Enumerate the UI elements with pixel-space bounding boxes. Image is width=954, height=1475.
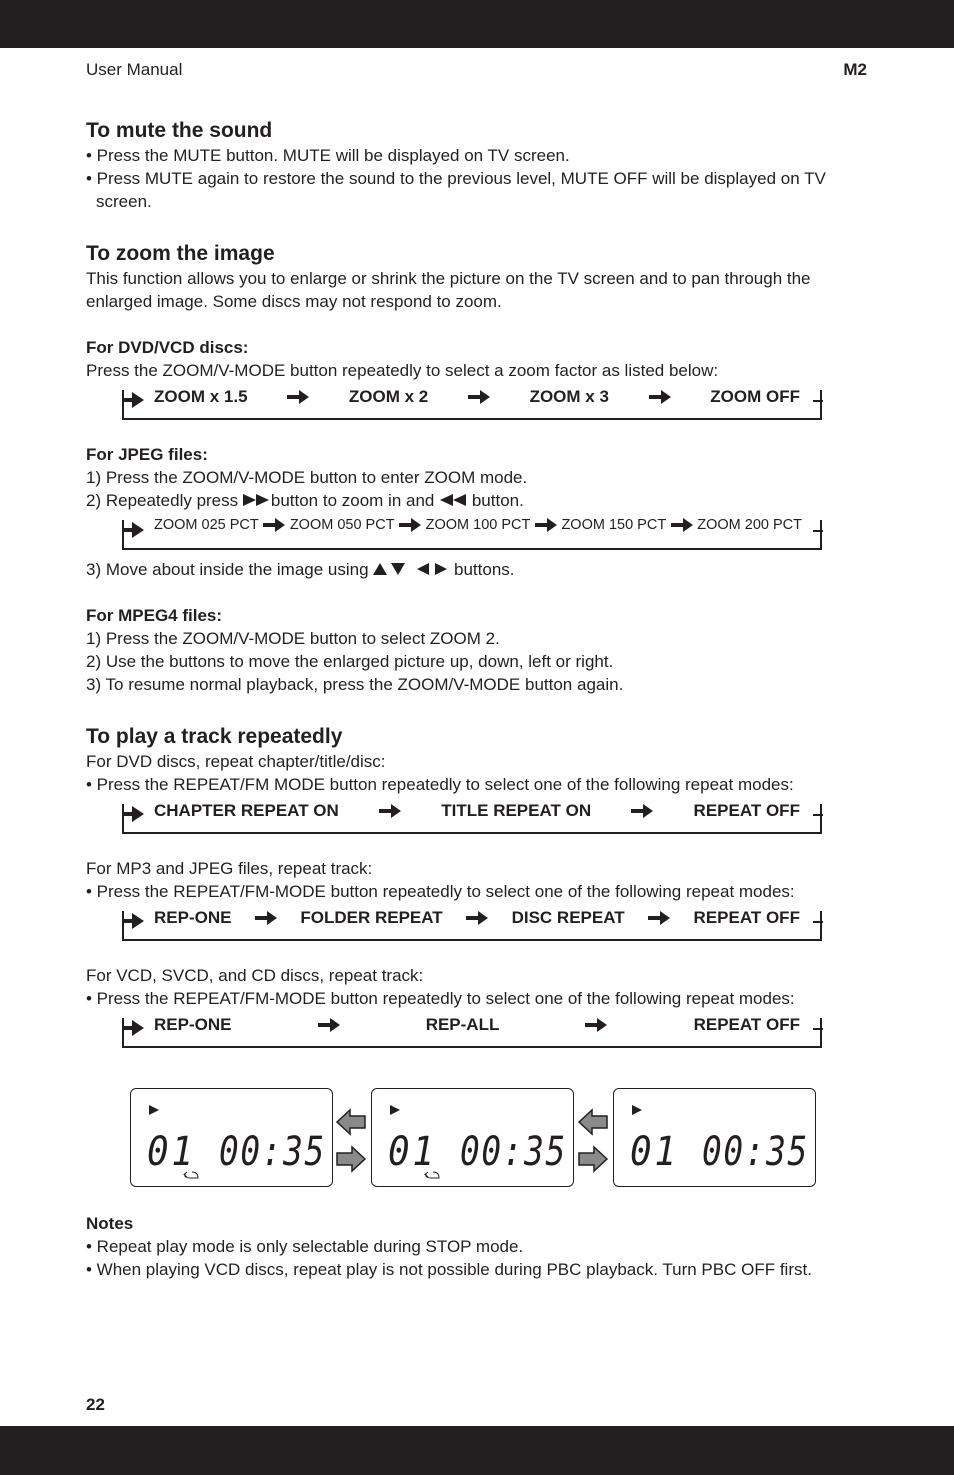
jpeg-step-2 [86,489,876,512]
lcd-track: 01 [630,1129,679,1175]
mp3-repeat-flow [122,908,822,941]
arrow-right-icon [255,911,277,925]
mpeg4-step-2: 2) Use the buttons to move the enlarged picture up, down, left or right. [86,652,614,671]
direction-buttons-icon [373,563,449,575]
mpeg4-zoom-subheading: For MPEG4 files: [86,606,223,625]
play-icon [390,1105,400,1115]
lcd-display-row [130,1088,876,1188]
flow-start-arrow-icon [122,806,144,822]
flow-item: ZOOM 025 PCT [154,517,259,533]
arrow-right-icon [287,390,309,404]
jpeg-step-2-b: button to zoom in and [270,491,440,510]
arrow-right-icon [399,518,421,532]
dvd-zoom-text: Press the ZOOM/V-MODE button repeatedly to select a zoom factor as listed below: [86,361,719,380]
flow-item: ZOOM x 2 [348,387,429,406]
flow-start-arrow-icon [122,392,144,408]
play-icon [632,1105,642,1115]
flow-item: ZOOM 050 PCT [289,517,395,533]
cycle-arrows [578,1108,608,1178]
note-2: • When playing VCD discs, repeat play is not possible during PBC playback. Turn PBC OFF first. [86,1260,812,1279]
flow-item: DISC REPEAT [511,908,625,927]
jpeg-step-1: 1) Press the ZOOM/V-MODE button to enter ZOOM mode. [86,468,528,487]
top-bar [0,0,954,48]
play-icon [149,1105,159,1115]
fast-forward-icon [243,494,271,506]
repeat-mp3-bullet: • Press the REPEAT/FM-MODE button repeatedly to select one of the following repeat modes: [86,882,795,901]
jpeg-zoom-subheading: For JPEG files: [86,445,208,464]
arrow-right-icon [648,911,670,925]
flow-item: CHAPTER REPEAT ON [154,801,339,820]
flow-item: ZOOM 150 PCT [561,517,667,533]
rewind-icon [439,494,467,506]
arrow-right-icon [671,518,693,532]
flow-items [154,387,800,407]
lcd-display [371,1088,574,1187]
arrow-right-icon [318,1018,340,1032]
arrow-right-icon [578,1145,608,1173]
arrow-left-icon [336,1108,366,1136]
jpeg-zoom-flow [122,517,822,550]
flow-items [154,801,800,821]
jpeg-step-3 [86,558,876,581]
flow-start-arrow-icon [122,1020,144,1036]
dvd-zoom-subheading: For DVD/VCD discs: [86,338,249,357]
arrow-right-icon [649,390,671,404]
flow-item: REP-ONE [154,908,232,927]
repeat-vcd-bullet: • Press the REPEAT/FM-MODE button repeatedly to select one of the following repeat modes: [86,989,795,1008]
flow-item: ZOOM 100 PCT [425,517,531,533]
jpeg-step-3-a: 3) Move about inside the image using [86,560,374,579]
flow-item: ZOOM 200 PCT [697,517,802,533]
arrow-right-icon [466,911,488,925]
repeat-mp3-intro: For MP3 and JPEG files, repeat track: [86,859,373,878]
lcd-time: 00:35 [219,1129,326,1175]
flow-item: TITLE REPEAT ON [441,801,592,820]
flow-items [154,908,800,928]
repeat-icon [424,1171,440,1179]
mpeg4-step-1: 1) Press the ZOOM/V-MODE button to select ZOOM 2. [86,629,500,648]
arrow-right-icon [263,518,285,532]
lcd-track: 01 [388,1129,437,1175]
flow-item: REP-ALL [425,1015,500,1034]
arrow-left-icon [578,1108,608,1136]
lcd-display [613,1088,816,1187]
lcd-time: 00:35 [460,1129,567,1175]
zoom-intro: This function allows you to enlarge or shrink the picture on the TV screen and to pan through the enlarged image. Some discs may not respond to zoom. [86,269,811,311]
flow-item: REPEAT OFF [693,801,800,820]
repeat-vcd-intro: For VCD, SVCD, and CD discs, repeat track: [86,966,424,985]
page-content [86,118,876,1281]
header-manual-label: User Manual [86,60,183,79]
jpeg-step-2-c: button. [467,491,524,510]
arrow-right-icon [535,518,557,532]
bottom-bar [0,1426,954,1475]
jpeg-step-3-b: buttons. [449,560,515,579]
repeat-dvd-bullet: • Press the REPEAT/FM MODE button repeatedly to select one of the following repeat modes: [86,775,794,794]
mute-heading: To mute the sound [86,119,273,142]
flow-item: ZOOM x 1.5 [154,387,248,406]
jpeg-step-2-a: 2) Repeatedly press [86,491,243,510]
flow-start-arrow-icon [122,522,144,538]
note-1: • Repeat play mode is only selectable during STOP mode. [86,1237,524,1256]
flow-item: ZOOM OFF [710,387,800,406]
mute-bullet-2: • Press MUTE again to restore the sound to the previous level, MUTE OFF will be displayed on TV screen. [86,169,826,211]
mute-bullet-1: • Press the MUTE button. MUTE will be displayed on TV screen. [86,146,570,165]
flow-start-arrow-icon [122,913,144,929]
flow-item: REP-ONE [154,1015,232,1034]
flow-items [154,517,802,533]
flow-item: REPEAT OFF [693,1015,800,1034]
repeat-heading: To play a track repeatedly [86,725,343,748]
arrow-right-icon [631,804,653,818]
flow-item: ZOOM x 3 [529,387,609,406]
arrow-right-icon [336,1145,366,1173]
repeat-dvd-intro: For DVD discs, repeat chapter/title/disc: [86,752,386,771]
lcd-time: 00:35 [702,1129,809,1175]
flow-item: FOLDER REPEAT [300,908,443,927]
flow-item: REPEAT OFF [693,908,800,927]
zoom-heading: To zoom the image [86,242,275,265]
arrow-right-icon [379,804,401,818]
dvd-repeat-flow [122,801,822,834]
lcd-track: 01 [147,1129,196,1175]
vcd-repeat-flow [122,1015,822,1048]
mpeg4-step-3: 3) To resume normal playback, press the ZOOM/V-MODE button again. [86,675,624,694]
dvd-zoom-flow [122,387,822,420]
arrow-right-icon [585,1018,607,1032]
repeat-icon [183,1171,199,1179]
arrow-right-icon [468,390,490,404]
lcd-display [130,1088,333,1187]
flow-items [154,1015,800,1035]
page-number: 22 [86,1395,105,1414]
notes-heading: Notes [86,1214,134,1233]
cycle-arrows [336,1108,366,1178]
header-model-label: M2 [843,60,867,79]
